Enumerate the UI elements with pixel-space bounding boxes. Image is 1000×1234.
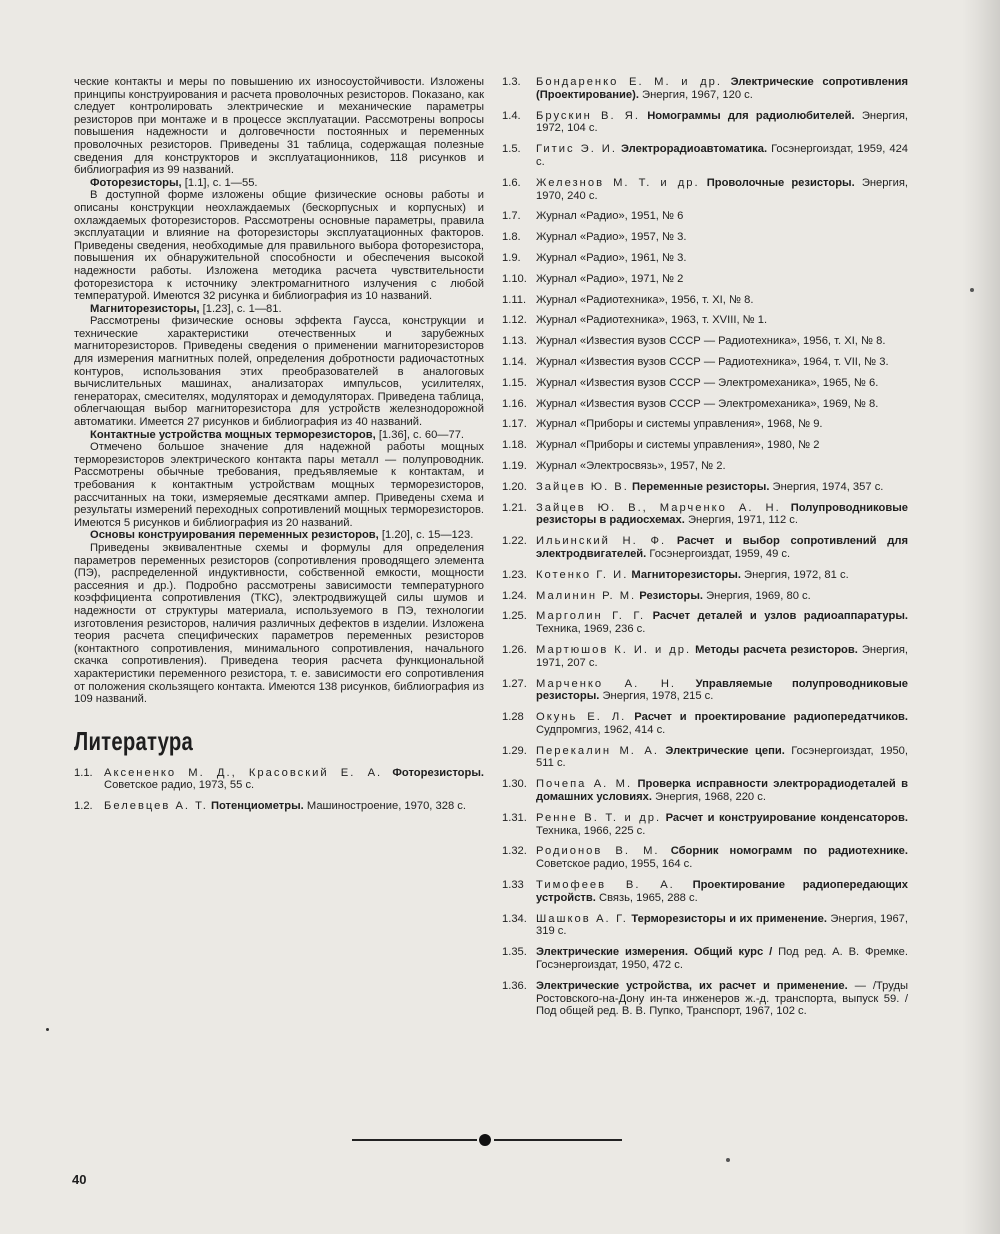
annotation-entry [74, 429, 484, 530]
annotation-title: Основы конструирования переменных резисторов, [90, 529, 379, 542]
reference-details: Техника, 1969, 236 с. [536, 623, 646, 636]
annotation-entry [74, 303, 484, 429]
reference-number: 1.17. [502, 418, 527, 431]
reference-number: 1.22. [502, 535, 527, 548]
reference-item [74, 800, 484, 813]
reference-title: Магниторезисторы. [631, 568, 741, 581]
reference-item [502, 778, 908, 804]
reference-number: 1.16. [502, 397, 527, 410]
reference-author: Аксененко М. Д., Красовский Е. А. [104, 766, 383, 779]
reference-body [536, 913, 908, 939]
ornament-line [494, 1139, 622, 1141]
reference-item [502, 439, 908, 452]
reference-item [502, 294, 908, 307]
reference-author: Шашков А. Г. [536, 912, 628, 925]
reference-item [502, 418, 908, 431]
reference-item [502, 535, 908, 561]
annotation-cite: [1.23], с. 1—81. [199, 302, 282, 315]
reference-title: Расчет и проектирование радиопередатчиков. [634, 711, 909, 724]
reference-item [502, 678, 908, 704]
reference-body [536, 418, 908, 431]
reference-title: Полупроводниковые резисторы в радиосхемах. [536, 501, 908, 527]
reference-item [502, 745, 908, 771]
reference-author: Зайцев Ю. В., Марченко А. Н. [536, 501, 781, 514]
reference-body [536, 845, 908, 871]
reference-title: Сборник номограмм по радиотехнике. [670, 845, 909, 858]
reference-number: 1.2. [74, 800, 93, 813]
footer-ornament [352, 1133, 622, 1147]
reference-details: Энергия, 1970, 240 с. [536, 176, 908, 202]
reference-item [502, 812, 908, 838]
reference-title: Электрические измерения. Общий курс / [536, 946, 773, 959]
reference-details: Журнал «Радиотехника», 1956, т. XI, № 8. [536, 293, 754, 306]
reference-number: 1.28 [502, 711, 524, 724]
reference-author: Зайцев Ю. В. [536, 480, 629, 493]
reference-body [536, 335, 908, 348]
reference-body [536, 460, 908, 473]
reference-number: 1.36. [502, 979, 527, 992]
right-reference-list [502, 76, 908, 1026]
reference-details: — /Труды Ростовского-на-Дону ин-та инженеров ж.-д. транспорта, выпуск 59. /Под общей ред. В. В. Пупко, Транспорт, 1967, 102 с. [536, 979, 909, 1018]
reference-body [536, 481, 908, 494]
reference-body [536, 812, 908, 838]
reference-details: Журнал «Радио», 1961, № 3. [536, 251, 687, 264]
reference-number: 1.24. [502, 589, 527, 602]
reference-number: 1.10. [502, 272, 527, 285]
reference-details: Под ред. А. В. Фремке. Госэнергоиздат, 1950, 472 с. [536, 946, 908, 972]
reference-details: Энергия, 1972, 104 с. [536, 109, 909, 135]
reference-title: Терморезисторы и их применение. [631, 912, 827, 925]
reference-number: 1.19. [502, 459, 527, 472]
reference-details: Энергия, 1967, 120 с. [642, 88, 753, 101]
reference-author: Бондаренко Е. М. и др. [536, 76, 722, 88]
reference-details: Советское радио, 1955, 164 с. [536, 858, 693, 871]
reference-body [536, 778, 908, 804]
annotation-text: Рассмотрены физические основы эффекта Гаусса, конструкции и технические характеристики отечественных и зарубежных магниторезисторов. Приведены сведения о применении магниторезисторов для измерения магнитных полей, определения добротности радиочастотных контуров, использования этих преобразователей в аналоговых вычислительных машинах, анализаторах импульсов, усилителях, генераторах, смесителях, модуляторах и демодуляторах. Приведена таблица, облегчающая выбор магниторезистора для устройств железнодорожной автоматики. Имеется 27 рисунков и библиография из 40 названий. [74, 315, 484, 429]
reference-author: Марченко А. Н. [536, 677, 677, 690]
reference-number: 1.13. [502, 335, 527, 348]
reference-title: Резисторы. [639, 589, 703, 602]
reference-number: 1.15. [502, 376, 527, 389]
reference-item [502, 210, 908, 223]
ornament-dot [479, 1134, 491, 1146]
reference-number: 1.4. [502, 109, 521, 122]
annotation-title: Фоторезисторы, [90, 176, 182, 189]
reference-body [104, 800, 484, 813]
reference-title: Проволочные резисторы. [706, 176, 855, 189]
reference-details: Журнал «Радио», 1951, № 6 [536, 210, 684, 223]
reference-details: Журнал «Известия вузов СССР — Электромеханика», 1969, № 8. [536, 397, 879, 410]
reference-author: Белевцев А. Т. [104, 800, 208, 813]
reference-title: Управляемые полупроводниковые резисторы. [536, 677, 909, 703]
annotation-text: Приведены эквивалентные схемы и формулы для определения параметров переменных резисторов (сопротивления проводящего элемента (ПЭ), распределенной индуктивности, собственной емкости, мощности рассеяния и др.). Подробно рассмотрены зависимости температурного коэффициента сопротивления (ТКС), электродвижущей силы шумов и надежности от структуры материала, используемого в ПЭ, технологии изготовления резисторов, наличия различных дефектов в изделии. Изложена теория расчета специфических параметров переменных резисторов (контактного сопротивления, минимального сопротивления, начального скачка сопротивления). Приведена теория расчета функциональной характеристики переменного резистора, т. е. зависимости его сопротивления от положения скользящего контакта. Имеются 138 рисунков, библиография из 109 названий. [74, 541, 484, 706]
reference-item [502, 460, 908, 473]
reference-body [536, 76, 908, 102]
reference-item [502, 252, 908, 265]
reference-author: Гитис Э. И. [536, 143, 617, 156]
reference-title: Расчет и конструирование конденсаторов. [665, 811, 908, 824]
reference-author: Окунь Е. Л. [536, 711, 627, 724]
reference-number: 1.12. [502, 314, 527, 327]
reference-body [536, 273, 908, 286]
annotation-title: Контактные устройства мощных терморезисторов, [90, 428, 376, 441]
annotation-cite: [1.36], с. 60—77. [375, 428, 465, 441]
intro-paragraph: ческие контакты и меры по повышению их износоустойчивости. Изложены принципы конструирования и расчета проволочных резисторов. Показано, как следует контролировать электрические и механические параметры резисторов при монтаже и в процессе эксплуатации. Рассмотрены вопросы повышения надежности и долговечности постоянных и переменных проволочных резисторов. Приведены 31 таблица, содержащая полезные сведения для конструкторов и эксплуатационников, 118 рисунков и библиография из 99 названий. [74, 76, 484, 177]
reference-item [502, 502, 908, 528]
reference-number: 1.9. [502, 251, 521, 264]
reference-body [536, 711, 908, 737]
reference-details: Энергия, 1968, 220 с. [655, 791, 766, 804]
reference-title: Проектирование радиопередающих устройств. [536, 879, 909, 904]
reference-details: Энергия, 1972, 81 с. [744, 568, 849, 581]
reference-details: Журнал «Известия вузов СССР — Радиотехника», 1964, т. VII, № 3. [536, 355, 889, 368]
page-number: 40 [72, 1172, 87, 1187]
reference-author: Родионов В. М. [536, 845, 660, 858]
reference-body [536, 745, 908, 771]
reference-title: Электрические сопротивления (Проектирование). [536, 76, 908, 101]
reference-body [536, 590, 908, 603]
annotation-text: В доступной форме изложены общие физические основы работы и описаны конструкции неохлаждаемых (бескорпусных и корпусных) и охлаждаемых фоторезисторов. Рассмотрены основные параметры, правила эксплуатации и влияние на фоторезисторы эксплуатационных факторов. Приведены сведения, необходимые для правильного выбора фоторезистора, повышения их обнаружительной способности и обеспечения высокой надежности работы. Изложена методика расчета чувствительности фоторезистора к источнику электромагнитного излучения с любой температурой. Имеются 32 рисунка и библиография из 10 названий. [74, 189, 484, 303]
reference-number: 1.34. [502, 912, 527, 925]
reference-number: 1.23. [502, 568, 527, 581]
reference-title: Переменные резисторы. [631, 480, 770, 493]
reference-author: Котенко Г. И. [536, 568, 629, 581]
reference-body [536, 294, 908, 307]
reference-item [502, 644, 908, 670]
reference-item [74, 767, 484, 793]
reference-author: Малинин Р. М. [536, 589, 637, 602]
reference-details: Энергия, 1967, 319 с. [536, 912, 909, 938]
reference-number: 1.32. [502, 845, 527, 858]
reference-body [536, 314, 908, 327]
reference-body [536, 177, 908, 203]
margin-speck [970, 288, 974, 292]
reference-body [104, 767, 484, 793]
reference-item [502, 845, 908, 871]
reference-number: 1.33 [502, 879, 524, 892]
reference-author: Железнов М. Т. и др. [536, 176, 700, 189]
reference-title: Расчет деталей и узлов радиоаппаратуры. [652, 610, 908, 623]
reference-body [536, 502, 908, 528]
annotation-cite: [1.1], с. 1—55. [181, 176, 258, 189]
reference-details: Госэнергоиздат, 1959, 424 с. [536, 143, 909, 168]
reference-number: 1.35. [502, 946, 527, 959]
annotation-entry [74, 177, 484, 303]
reference-number: 1.11. [502, 293, 527, 306]
ornament-line [352, 1139, 477, 1141]
reference-item [502, 231, 908, 244]
reference-item [502, 356, 908, 369]
reference-details: Журнал «Приборы и системы управления», 1980, № 2 [536, 439, 820, 452]
reference-title: Потенциометры. [210, 800, 304, 813]
reference-number: 1.18. [502, 439, 527, 452]
reference-body [536, 210, 908, 223]
reference-title: Фоторезисторы. [392, 766, 485, 779]
reference-body [536, 535, 908, 561]
reference-details: Судпромгиз, 1962, 414 с. [536, 723, 666, 736]
reference-title: Электрорадиоавтоматика. [620, 143, 768, 156]
reference-details: Машиностроение, 1970, 328 с. [306, 800, 466, 813]
reference-item [502, 569, 908, 582]
reference-number: 1.3. [502, 76, 521, 88]
reference-details: Журнал «Радио», 1971, № 2 [536, 272, 684, 285]
reference-details: Энергия, 1974, 357 с. [772, 480, 884, 493]
reference-details: Журнал «Известия вузов СССР — Электромеханика», 1965, № 6. [536, 376, 879, 389]
reference-body [536, 678, 908, 704]
reference-details: Госэнергоиздат, 1959, 49 с. [649, 547, 791, 560]
reference-item [502, 711, 908, 737]
reference-title: Номограммы для радиолюбителей. [647, 109, 855, 122]
reference-body [536, 644, 908, 670]
annotation-cite: [1.20], с. 15—123. [378, 529, 474, 542]
reference-number: 1.31. [502, 811, 527, 824]
reference-number: 1.21. [502, 501, 527, 514]
page-edge-shadow [962, 0, 1000, 1234]
reference-item [502, 335, 908, 348]
reference-body [536, 610, 908, 636]
reference-number: 1.6. [502, 176, 521, 189]
reference-author: Почепа А. М. [536, 778, 633, 791]
reference-body [536, 143, 908, 169]
reference-number: 1.20. [502, 480, 527, 493]
reference-body [536, 231, 908, 244]
reference-details: Журнал «Электросвязь», 1957, № 2. [536, 459, 726, 472]
reference-body [536, 879, 908, 905]
reference-number: 1.30. [502, 778, 527, 791]
reference-details: Советское радио, 1973, 55 с. [104, 779, 255, 792]
reference-details: Техника, 1966, 225 с. [536, 824, 646, 837]
reference-item [502, 980, 908, 1018]
reference-title: Расчет и выбор сопротивлений для электродвигателей. [536, 535, 908, 560]
reference-item [502, 143, 908, 169]
reference-number: 1.25. [502, 610, 527, 623]
reference-details: Энергия, 1978, 215 с. [602, 690, 714, 703]
reference-item [502, 273, 908, 286]
reference-number: 1.5. [502, 143, 521, 156]
reference-details: Связь, 1965, 288 с. [599, 891, 698, 904]
reference-author: Брускин В. Я. [536, 109, 640, 122]
reference-details: Журнал «Приборы и системы управления», 1968, № 9. [536, 418, 823, 431]
reference-number: 1.8. [502, 231, 521, 244]
reference-number: 1.14. [502, 355, 527, 368]
reference-body [536, 377, 908, 390]
reference-body [536, 252, 908, 265]
annotation-text: Отмечено большое значение для надежной работы мощных терморезисторов электрического контакта пары металл — полупроводник. Рассмотрены обычные требования, предъявляемые к контактам, и требования к контактным устройствам мощных терморезисторов, рассчитанных на токи, измеряемые десятками ампер. Приведены схема и результаты измерений переходных сопротивлений мощных терморезисторов. Имеются 5 рисунков и библиография из 20 названий. [74, 441, 484, 529]
left-reference-list [74, 767, 484, 813]
margin-mark [46, 1028, 49, 1031]
reference-title: Методы расчета резисторов. [695, 643, 858, 656]
reference-title: Проверка исправности электрорадиодеталей в домашних условиях. [536, 778, 909, 804]
annotation-entry [74, 529, 484, 705]
reference-number: 1.1. [74, 766, 93, 779]
section-heading: Литература [74, 725, 194, 756]
reference-item [502, 110, 908, 136]
reference-number: 1.27. [502, 677, 527, 690]
reference-author: Марголин Г. Г. [536, 610, 646, 623]
reference-details: Журнал «Радиотехника», 1963, т. XVIII, № 1. [536, 314, 768, 327]
reference-number: 1.29. [502, 744, 527, 757]
reference-author: Перекалин М. А. [536, 744, 659, 757]
reference-author: Тимофеев В. А. [536, 879, 675, 892]
reference-body [536, 980, 908, 1018]
reference-number: 1.26. [502, 643, 527, 656]
reference-body [536, 110, 908, 136]
reference-item [502, 590, 908, 603]
reference-details: Журнал «Известия вузов СССР — Радиотехника», 1956, т. XI, № 8. [536, 335, 886, 348]
reference-details: Энергия, 1969, 80 с. [706, 589, 811, 602]
reference-title: Электрические устройства, их расчет и применение. [536, 979, 848, 992]
reference-item [502, 879, 908, 905]
reference-details: Госэнергоиздат, 1950, 511 с. [536, 744, 908, 770]
reference-author: Мартюшов К. И. и др. [536, 643, 692, 656]
reference-body [536, 569, 908, 582]
annotation-title: Магниторезисторы, [90, 302, 200, 315]
reference-author: Ильинский Н. Ф. [536, 535, 667, 548]
reference-details: Журнал «Радио», 1957, № 3. [536, 231, 687, 244]
reference-title: Электрические цепи. [665, 744, 785, 757]
left-column [74, 76, 484, 821]
reference-body [536, 398, 908, 411]
reference-body [536, 439, 908, 452]
reference-item [502, 610, 908, 636]
reference-item [502, 481, 908, 494]
reference-body [536, 356, 908, 369]
reference-item [502, 377, 908, 390]
reference-body [536, 946, 908, 972]
reference-details: Энергия, 1971, 207 с. [536, 643, 909, 669]
margin-speck [726, 1158, 730, 1162]
reference-item [502, 946, 908, 972]
reference-author: Ренне В. Т. и др. [536, 811, 662, 824]
reference-details: Энергия, 1971, 112 с. [687, 514, 798, 527]
reference-item [502, 76, 908, 102]
reference-item [502, 398, 908, 411]
reference-item [502, 177, 908, 203]
reference-number: 1.7. [502, 210, 521, 223]
reference-item [502, 913, 908, 939]
reference-item [502, 314, 908, 327]
